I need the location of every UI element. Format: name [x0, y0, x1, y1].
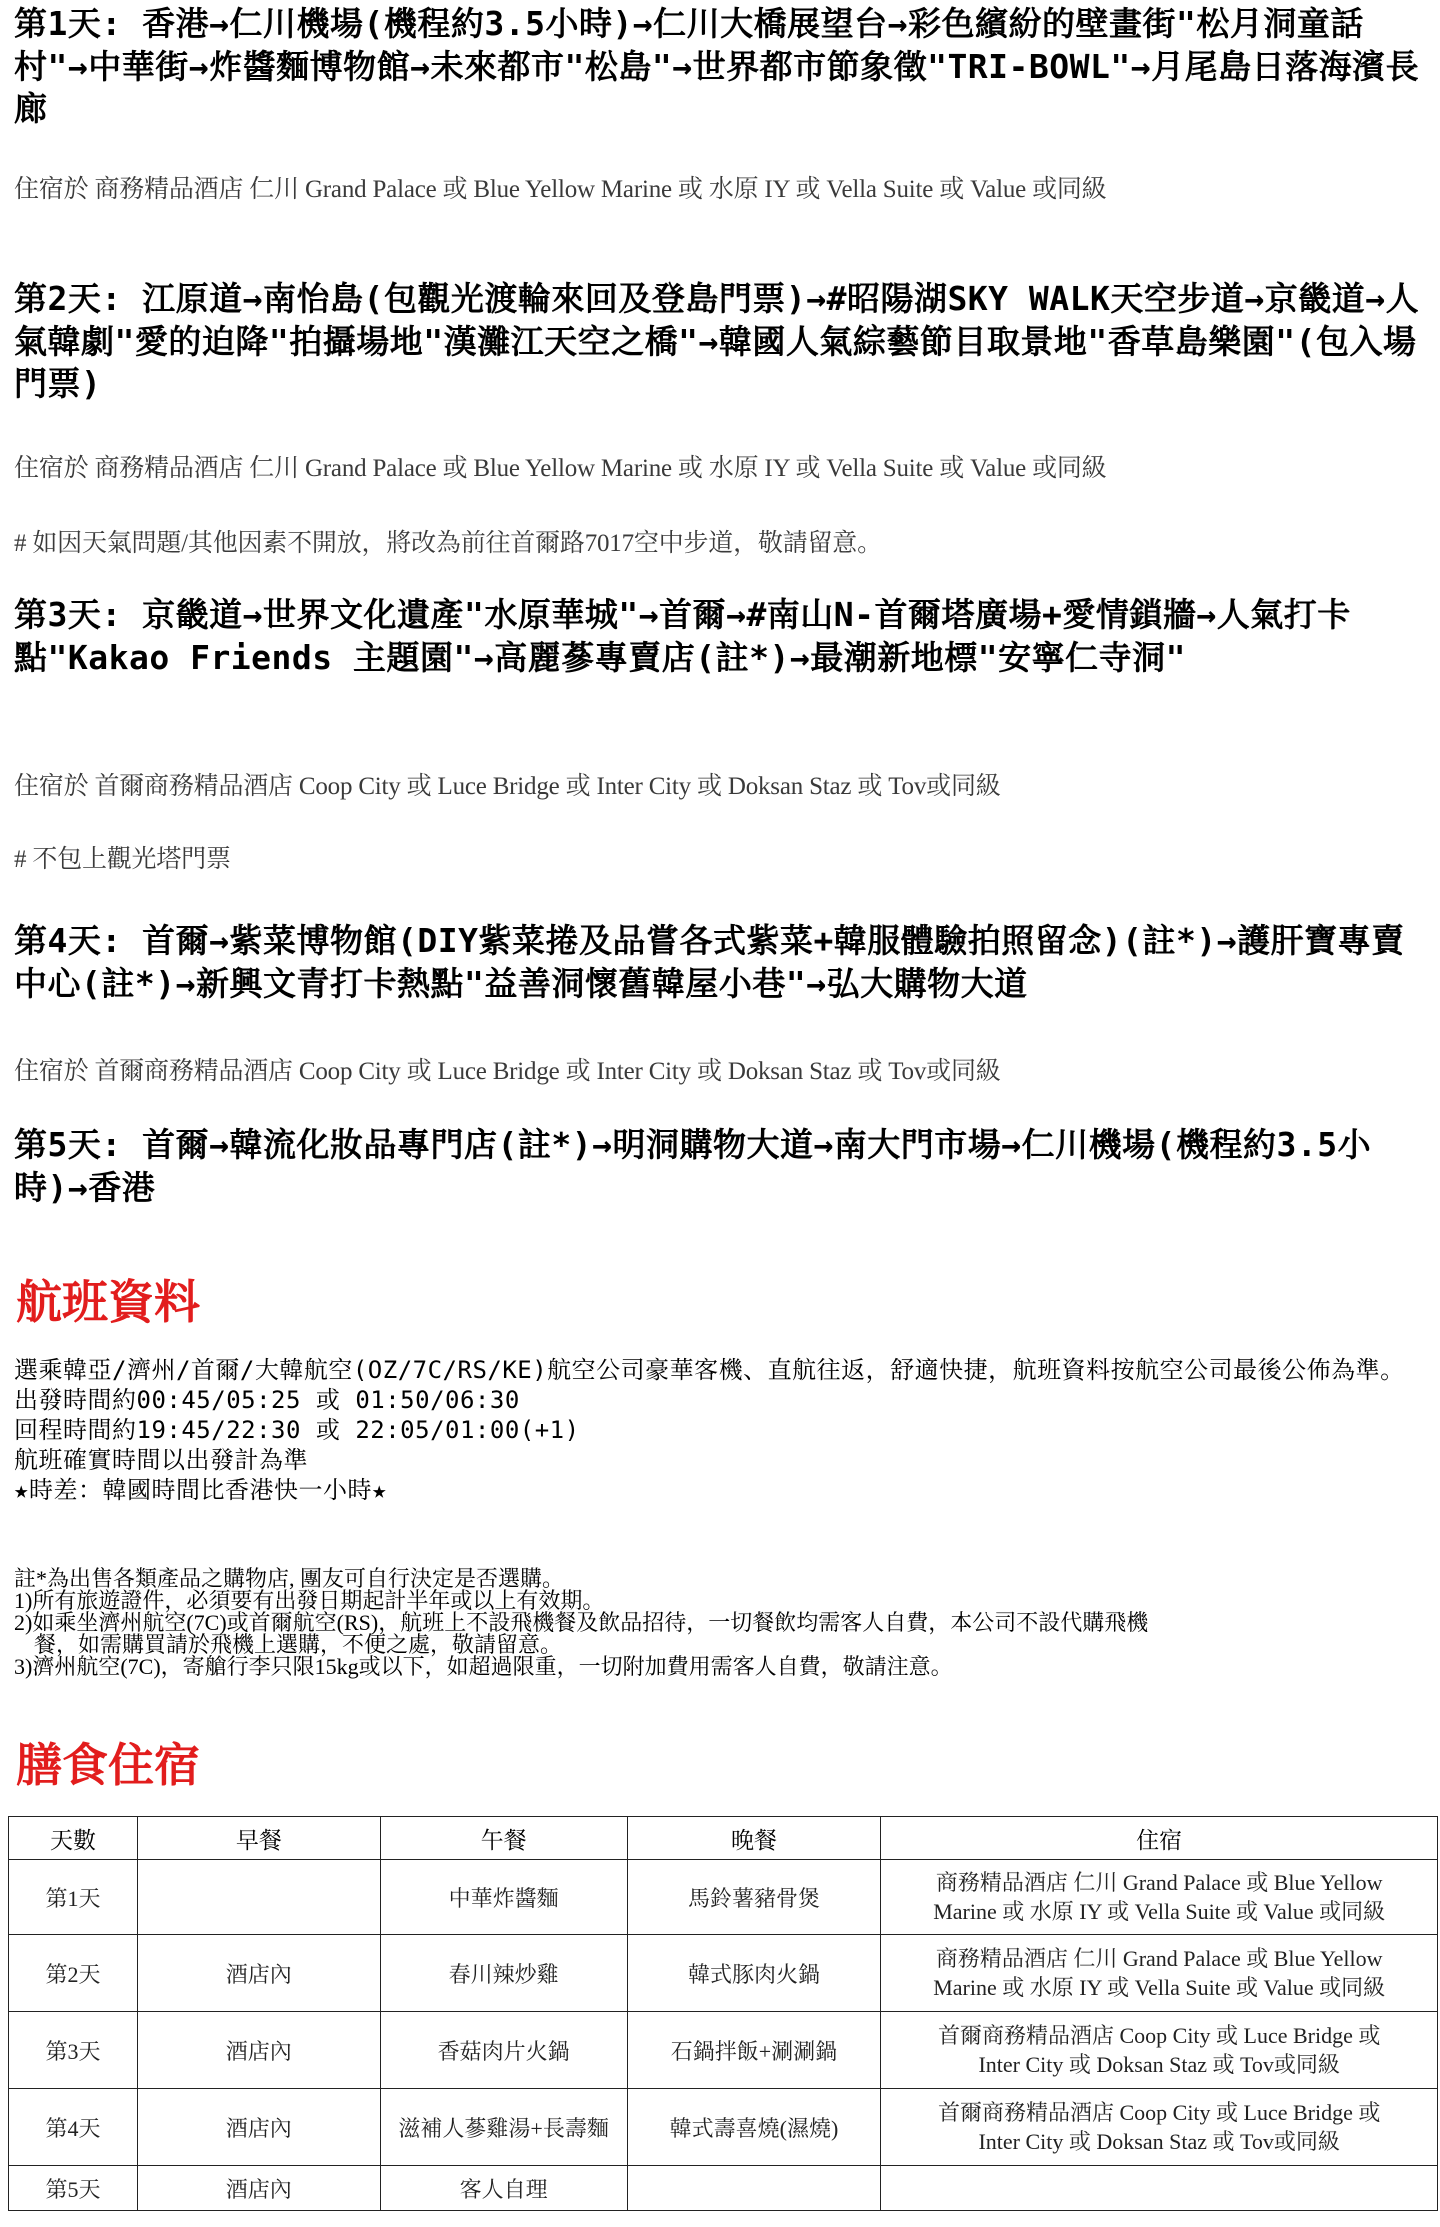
meals-accommodation-table [8, 1816, 1438, 2211]
terms-line: 2)如乘坐濟州航空(7C)或首爾航空(RS)，航班上不設飛機餐及飲品招待，一切餐飲均需客人自費，本公司不設代購飛機 [14, 1610, 1149, 1635]
flight-info-text [14, 1355, 1426, 1505]
header-breakfast: 早餐 [137, 1817, 380, 1860]
accommodation-line: Marine 或 水原 IY 或 Vella Suite 或 Value 或同級 [933, 1975, 1386, 2000]
breakfast-cell: 酒店內 [137, 1935, 380, 2012]
day-5-title: 第5天: 首爾→韓流化妝品專門店(註*)→明洞購物大道→南大門市場→仁川機場(機程約3.5小時)→香港 [14, 1125, 1372, 1207]
dinner-cell: 石鍋拌飯+涮涮鍋 [627, 2012, 881, 2089]
breakfast-cell: 酒店內 [137, 2166, 380, 2211]
day-3-title: 第3天: 京畿道→世界文化遺產"水原華城"→首爾→#南山N-首爾塔廣場+愛情鎖牆→人氣打卡點"Kakao Friends 主題園"→高麗蔘專賣店(註*)→最潮新地標"安寧仁寺洞" [14, 595, 1351, 677]
accommodation-line: Marine 或 水原 IY 或 Vella Suite 或 Value 或同級 [933, 1899, 1386, 1924]
day-cell: 第2天 [9, 1935, 138, 2012]
terms-notes [14, 1568, 1434, 1678]
terms-line: 3)濟州航空(7C)，寄艙行李只限15kg或以下，如超過限重，一切附加費用需客人自費，敬請注意。 [14, 1654, 953, 1679]
accommodation-cell [881, 2012, 1438, 2089]
terms-line: 1)所有旅遊證件，必須要有出發日期起計半年或以上有效期。 [14, 1588, 605, 1613]
flight-info-line: 出發時間約00:45/05:25 或 01:50/06:30 [14, 1386, 520, 1414]
accommodation-cell [881, 2166, 1438, 2211]
day-cell: 第5天 [9, 2166, 138, 2211]
day-2-accommodation: 住宿於 商務精品酒店 仁川 Grand Palace 或 Blue Yellow Marine 或 水原 IY 或 Vella Suite 或 Value 或同級 [14, 455, 1107, 482]
lunch-cell: 中華炸醬麵 [380, 1860, 627, 1935]
header-dinner: 晚餐 [627, 1817, 881, 1860]
day-cell: 第3天 [9, 2012, 138, 2089]
table-row [9, 2166, 1438, 2211]
table-row [9, 1860, 1438, 1935]
flight-info-heading: 航班資料 [16, 1276, 200, 1328]
terms-line: 餐，如需購買請於飛機上選購，不便之處，敬請留意。 [34, 1632, 563, 1657]
day-1-title: 第1天: 香港→仁川機場(機程約3.5小時)→仁川大橋展望台→彩色繽紛的壁畫街"松月洞童話村"→中華街→炸醬麵博物館→未來都市"松島"→世界都市節象徵"TRI-BOWL"→月尾島日落海濱長廊 [14, 4, 1420, 128]
accommodation-line: 首爾商務精品酒店 Coop City 或 Luce Bridge 或 [937, 2100, 1381, 2125]
day-3-note: # 不包上觀光塔門票 [14, 846, 231, 873]
day-1-accommodation: 住宿於 商務精品酒店 仁川 Grand Palace 或 Blue Yellow Marine 或 水原 IY 或 Vella Suite 或 Value 或同級 [14, 176, 1107, 203]
terms-line: 註*為出售各類產品之購物店, 團友可自行決定是否選購。 [14, 1566, 565, 1591]
header-lunch: 午餐 [380, 1817, 627, 1860]
accommodation-line: 首爾商務精品酒店 Coop City 或 Luce Bridge 或 [937, 2023, 1381, 2048]
dinner-cell: 韓式壽喜燒(濕燒) [627, 2089, 881, 2166]
table-row [9, 2089, 1438, 2166]
header-day: 天數 [9, 1817, 138, 1860]
accommodation-line: Inter City 或 Doksan Staz 或 Tov或同級 [978, 2052, 1340, 2077]
day-4-title: 第4天: 首爾→紫菜博物館(DIY紫菜捲及品嘗各式紫菜+韓服體驗拍照留念)(註*)→護肝寶專賣中心(註*)→新興文青打卡熱點"益善洞懷舊韓屋小巷"→弘大購物大道 [14, 921, 1405, 1003]
flight-info-line: 回程時間約19:45/22:30 或 22:05/01:00(+1) [14, 1416, 580, 1444]
table-row [9, 1935, 1438, 2012]
table-row [9, 2012, 1438, 2089]
day-2-title: 第2天: 江原道→南怡島(包觀光渡輪來回及登島門票)→#昭陽湖SKY WALK天空步道→京畿道→人氣韓劇"愛的迫降"拍攝場地"漢灘江天空之橋"→韓國人氣綜藝節目取景地"香草島樂園"(包入場門票) [14, 279, 1420, 403]
flight-info-line: 航班確實時間以出發計為準 [14, 1446, 308, 1474]
lunch-cell: 客人自理 [380, 2166, 627, 2211]
day-cell: 第4天 [9, 2089, 138, 2166]
flight-info-line: 選乘韓亞/濟州/首爾/大韓航空(OZ/7C/RS/KE)航空公司豪華客機、直航往返，舒適快捷，航班資料按航空公司最後公佈為準。 [14, 1356, 1405, 1384]
meals-accommodation-heading: 膳食住宿 [16, 1739, 200, 1791]
header-accommodation: 住宿 [881, 1817, 1438, 1860]
breakfast-cell: 酒店內 [137, 2089, 380, 2166]
accommodation-cell [881, 1860, 1438, 1935]
breakfast-cell [137, 1860, 380, 1935]
day-2-note: # 如因天氣問題/其他因素不開放，將改為前往首爾路7017空中步道，敬請留意。 [14, 530, 882, 557]
table-header-row [9, 1817, 1438, 1860]
lunch-cell: 春川辣炒雞 [380, 1935, 627, 2012]
accommodation-line: Inter City 或 Doksan Staz 或 Tov或同級 [978, 2129, 1340, 2154]
lunch-cell: 滋補人蔘雞湯+長壽麵 [380, 2089, 627, 2166]
breakfast-cell: 酒店內 [137, 2012, 380, 2089]
accommodation-line: 商務精品酒店 仁川 Grand Palace 或 Blue Yellow [935, 1870, 1383, 1895]
lunch-cell: 香菇肉片火鍋 [380, 2012, 627, 2089]
day-cell: 第1天 [9, 1860, 138, 1935]
day-3-accommodation: 住宿於 首爾商務精品酒店 Coop City 或 Luce Bridge 或 Inter City 或 Doksan Staz 或 Tov或同級 [14, 773, 1001, 800]
accommodation-cell [881, 2089, 1438, 2166]
day-4-accommodation: 住宿於 首爾商務精品酒店 Coop City 或 Luce Bridge 或 Inter City 或 Doksan Staz 或 Tov或同級 [14, 1058, 1001, 1085]
dinner-cell [627, 2166, 881, 2211]
accommodation-cell [881, 1935, 1438, 2012]
dinner-cell: 馬鈴薯豬骨煲 [627, 1860, 881, 1935]
accommodation-line: 商務精品酒店 仁川 Grand Palace 或 Blue Yellow [935, 1946, 1383, 1971]
dinner-cell: 韓式豚肉火鍋 [627, 1935, 881, 2012]
flight-info-line: ★時差：韓國時間比香港快一小時★ [14, 1476, 387, 1504]
